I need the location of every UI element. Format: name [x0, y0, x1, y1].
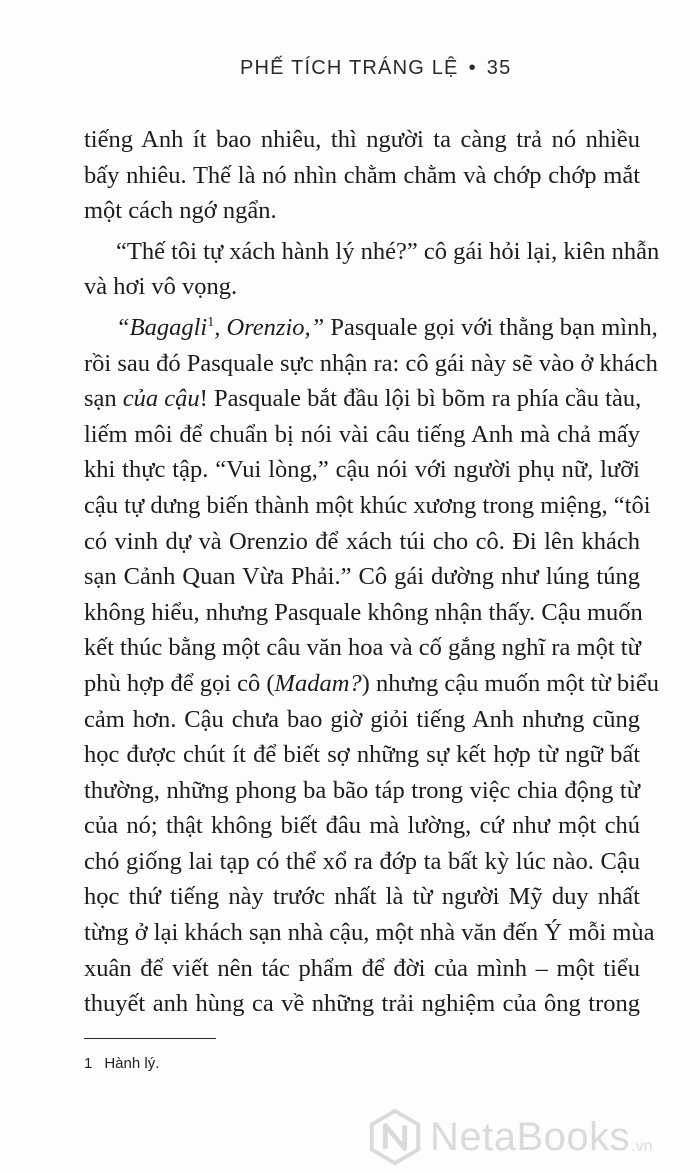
netabooks-logo-icon [366, 1108, 424, 1166]
text-line: chó giống lai tạp có thể xổ ra đớp ta bất kỳ lúc nào. Cậu [84, 847, 640, 875]
italic-term: Madam? [274, 669, 362, 697]
text-line [84, 381, 640, 417]
text-line: liếm môi để chuẩn bị nói vài câu tiếng Anh mà chả mấy [84, 420, 640, 448]
text-run: ! Pasquale bắt đầu lội bì bõm ra phía cầu tàu, [199, 385, 642, 413]
paragraph-1 [84, 122, 640, 229]
text-line: một cách ngớ ngẩn. [84, 197, 277, 225]
running-head [240, 57, 540, 80]
chapter-title: PHẾ TÍCH TRÁNG LỆ [240, 57, 459, 79]
text-run: phù hợp để gọi cô ( [84, 669, 275, 697]
text-line: cảm hơn. Cậu chưa bao giờ giỏi tiếng Anh nhưng cũng [84, 705, 640, 733]
text-line: từng ở lại khách sạn nhà cậu, một nhà văn đến Ý mỗi mùa [84, 919, 655, 947]
watermark-brand: NetaBooks [430, 1114, 631, 1159]
footnote [84, 1055, 159, 1072]
text-run: Pasquale gọi với thằng bạn mình, [324, 313, 658, 341]
text-line: không hiểu, nhưng Pasquale không nhận thấy. Cậu muốn [84, 598, 643, 626]
footnote-ref: 1 [207, 314, 215, 330]
text-line: cậu tự dưng biến thành một khúc xương trong miệng, “tôi [84, 491, 651, 519]
text-run: sạn [84, 385, 123, 413]
italic-term: của cậu [122, 385, 200, 413]
text-line [84, 666, 660, 702]
text-line: học thứ tiếng này trước nhất là từ người Mỹ duy nhất [84, 883, 640, 911]
text-line: có vinh dự và Orenzio để xách túi cho cô. Đi lên khách [84, 527, 640, 555]
text-line: tiếng Anh ít bao nhiêu, thì người ta càng trả nó nhiều [84, 126, 640, 153]
footnote-text: Hành lý. [104, 1055, 160, 1072]
text-line: kết thúc bằng một câu văn hoa và cố gắng nghĩ ra một từ [84, 634, 641, 662]
header-separator: • [468, 57, 477, 79]
text-line: thường, những phong ba bão táp trong việc chia động từ [84, 776, 640, 804]
text-line: rồi sau đó Pasquale sực nhận ra: cô gái này sẽ vào ở khách [84, 349, 658, 377]
italic-term: “Bagagli [116, 313, 208, 341]
footnote-divider [84, 1038, 216, 1039]
text-line: thuyết anh hùng ca về những trải nghiệm của ông trong [84, 990, 640, 1018]
text-line: khi thực tập. “Vui lòng,” cậu nói với người phụ nữ, lưỡi [84, 456, 640, 484]
paragraph-3 [84, 310, 660, 1022]
text-line: bấy nhiêu. Thế là nó nhìn chằm chằm và chớp chớp mắt [84, 161, 640, 189]
text-line: sạn Cảnh Quan Vừa Phải.” Cô gái dường như lúng túng [84, 563, 640, 591]
netabooks-watermark [366, 1106, 653, 1168]
text-line [84, 310, 658, 346]
page-number: 35 [486, 57, 512, 79]
text-line: và hơi vô vọng. [84, 273, 238, 301]
text-run: ) nhưng cậu muốn một từ biểu [361, 669, 660, 697]
watermark-suffix: .vn [631, 1138, 653, 1155]
footnote-number: 1 [84, 1055, 93, 1072]
italic-term: , Orenzio,” [214, 313, 325, 341]
text-line: học được chút ít để biết sợ những sự kết hợp từ ngữ bất [84, 741, 640, 769]
text-line: xuân để viết nên tác phẩm để đời của mình – một tiểu [84, 954, 640, 982]
paragraph-2 [84, 234, 660, 305]
text-line: của nó; thật không biết đâu mà lường, cứ như một chú [84, 812, 640, 840]
body-text [84, 122, 660, 1022]
text-line: “Thế tôi tự xách hành lý nhé?” cô gái hỏi lại, kiên nhẫn [116, 237, 660, 265]
